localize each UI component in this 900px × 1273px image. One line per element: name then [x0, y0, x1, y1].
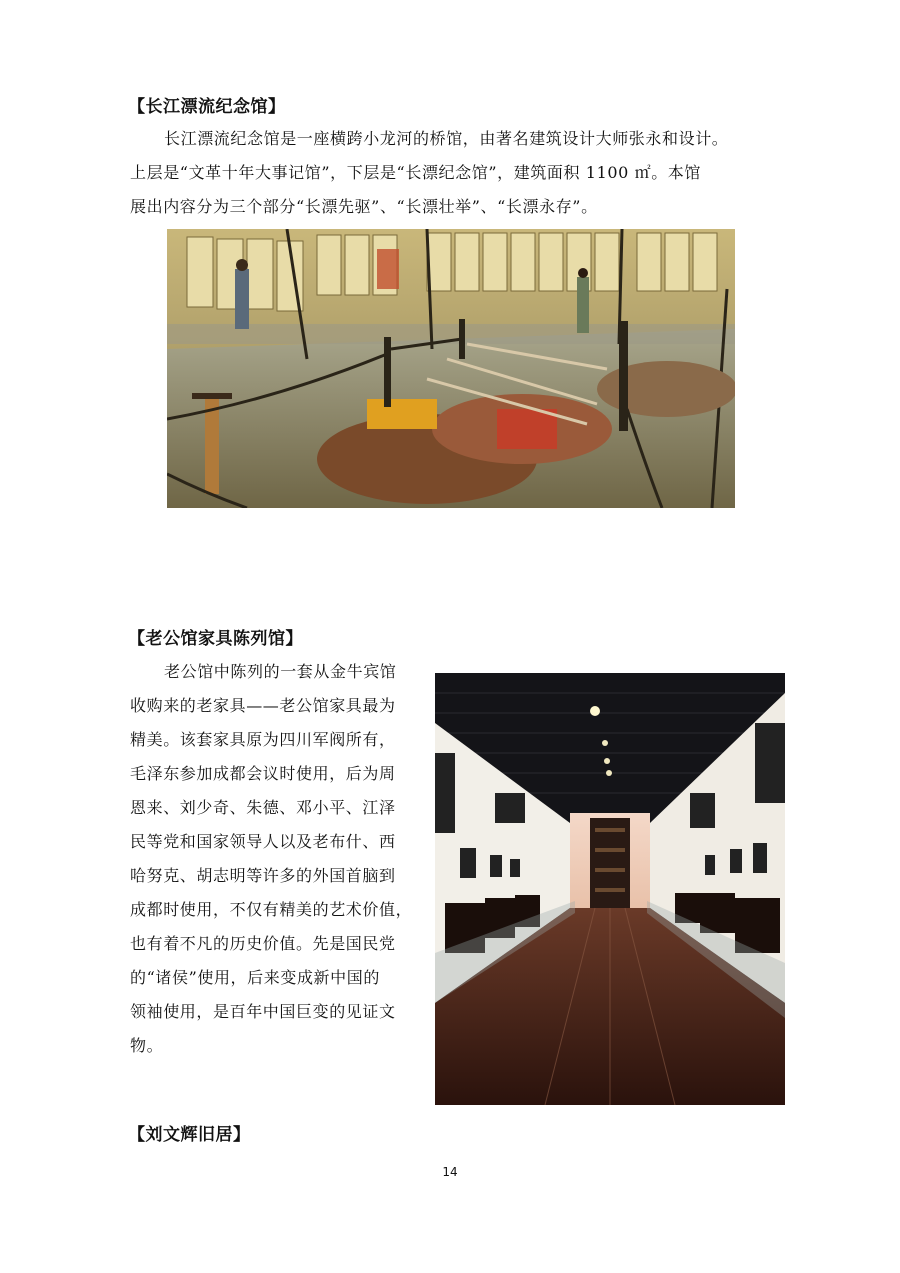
- paragraph-line: 长江漂流纪念馆是一座横跨小龙河的桥馆，由著名建筑设计大师张永和设计。: [164, 129, 729, 148]
- paragraph-line: 也有着不凡的历史价值。先是国民党: [130, 934, 396, 953]
- paragraph-line: 哈努克、胡志明等许多的外国首脑到: [130, 866, 396, 885]
- paragraph-line: 恩来、刘少奇、朱德、邓小平、江泽: [130, 798, 396, 817]
- paragraph-line: 精美。该套家具原为四川军阀所有，: [130, 730, 396, 749]
- paragraph-line: 展出内容分为三个部分“长漂先驱”、“长漂壮举”、“长漂永存”。: [130, 197, 598, 216]
- section-heading-old-mansion-furniture: 【老公馆家具陈列馆】: [128, 629, 303, 649]
- photo-furniture-gallery: [435, 673, 785, 1105]
- paragraph-line: 的“诸侯”使用，后来变成新中国的: [130, 968, 380, 987]
- section-paragraph-yangtze: [130, 122, 780, 224]
- paragraph-line: 物。: [130, 1036, 164, 1055]
- paragraph-line: 老公馆中陈列的一套从金牛宾馆: [164, 662, 397, 681]
- paragraph-line: 收购来的老家具——老公馆家具最为: [130, 696, 396, 715]
- section-heading-yangtze-rafting-museum: 【长江漂流纪念馆】: [128, 97, 286, 117]
- paragraph-line: 成都时使用，不仅有精美的艺术价值，: [130, 900, 413, 919]
- paragraph-line: 毛泽东参加成都会议时使用，后为周: [130, 764, 396, 783]
- page-number: 14: [442, 1165, 458, 1179]
- section-paragraph-furniture: [130, 655, 425, 1063]
- section-heading-liu-wenhui-residence: 【刘文辉旧居】: [128, 1125, 251, 1145]
- paragraph-line: 上层是“文革十年大事记馆”，下层是“长漂纪念馆”，建筑面积 1100 ㎡。本馆: [130, 163, 702, 182]
- paragraph-line: 领袖使用，是百年中国巨变的见证文: [130, 1002, 396, 1021]
- photo-yangtze-exhibition-hall: [167, 229, 735, 508]
- paragraph-line: 民等党和国家领导人以及老布什、西: [130, 832, 396, 851]
